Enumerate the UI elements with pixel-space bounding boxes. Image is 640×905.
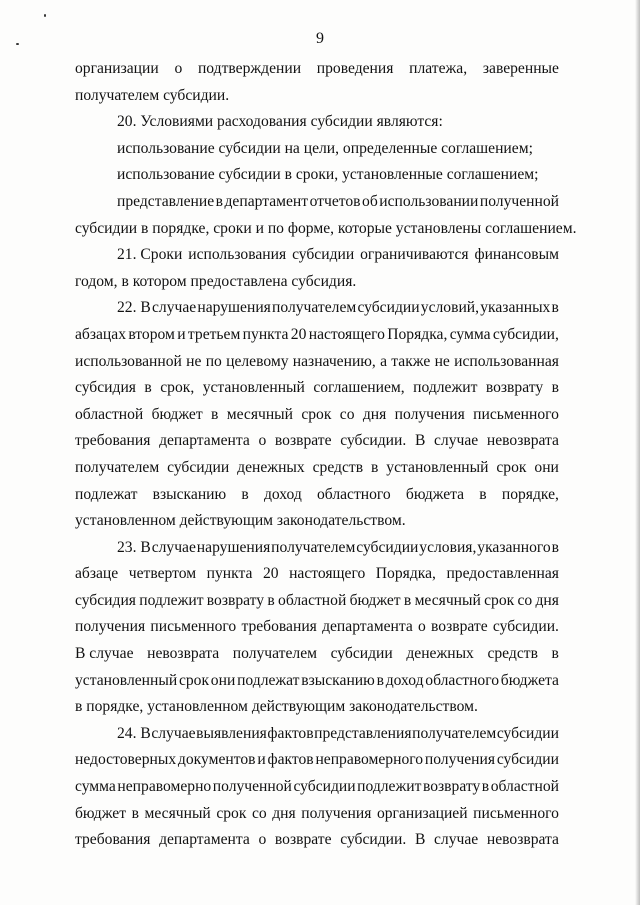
text-line bbox=[75, 189, 559, 216]
word: подлежат bbox=[75, 485, 138, 503]
word: неправомерно bbox=[117, 778, 212, 796]
text-line bbox=[75, 561, 559, 588]
word: сумма bbox=[75, 778, 116, 796]
text-line bbox=[75, 614, 559, 641]
text-line bbox=[75, 56, 559, 83]
word: со bbox=[517, 591, 533, 609]
word: письменного bbox=[150, 618, 237, 636]
word: организацией bbox=[376, 804, 468, 822]
line-text: установленном действующим законодательством. bbox=[75, 512, 406, 530]
word: субсидии, bbox=[492, 325, 559, 343]
word: предоставленная bbox=[446, 565, 559, 583]
word: субсидии bbox=[496, 724, 559, 742]
word: в bbox=[144, 379, 152, 397]
word: доход bbox=[385, 671, 424, 689]
word: в bbox=[551, 645, 559, 663]
word: представление bbox=[117, 192, 215, 210]
word: департамента bbox=[159, 432, 250, 450]
word: доход bbox=[263, 485, 302, 503]
word: платежа, bbox=[409, 60, 468, 77]
text-line bbox=[75, 428, 559, 455]
word: субсидии bbox=[292, 246, 355, 264]
word: нарушения bbox=[196, 538, 271, 556]
word: невозврата bbox=[486, 831, 559, 849]
word: средств bbox=[312, 458, 364, 476]
word: случае bbox=[151, 724, 196, 742]
word: полученной bbox=[212, 778, 292, 796]
word: бюджета bbox=[500, 671, 559, 689]
word: пункта bbox=[242, 325, 289, 343]
word: по bbox=[205, 352, 222, 370]
word: департамента bbox=[159, 831, 250, 849]
word: указанного bbox=[477, 538, 551, 556]
word: 20 bbox=[290, 325, 307, 343]
word: подлежит bbox=[139, 591, 204, 609]
word: установленный bbox=[386, 458, 489, 476]
word: не bbox=[434, 352, 450, 370]
word: использовании bbox=[379, 192, 479, 210]
word: в bbox=[551, 379, 559, 397]
word: случае bbox=[152, 299, 197, 317]
word: использования bbox=[188, 246, 287, 264]
word: срок bbox=[496, 458, 527, 476]
word: в bbox=[376, 671, 384, 689]
text-line bbox=[75, 827, 559, 854]
word: 23. В bbox=[117, 538, 151, 556]
text-line bbox=[75, 349, 559, 376]
page-number: 9 bbox=[316, 30, 324, 47]
word: абзацах bbox=[75, 325, 126, 343]
word: Порядка, bbox=[387, 325, 448, 343]
word: случае bbox=[434, 831, 479, 849]
word: невозврата bbox=[147, 645, 220, 663]
word: субсидии bbox=[357, 299, 420, 317]
word: получения bbox=[424, 751, 496, 769]
word: представления bbox=[314, 724, 412, 742]
word: третьем bbox=[187, 325, 241, 343]
text-line bbox=[75, 295, 559, 322]
word: также bbox=[391, 352, 431, 370]
text-line bbox=[75, 136, 559, 163]
word: месячный bbox=[144, 804, 211, 822]
text-line bbox=[75, 162, 559, 189]
word: бюджет bbox=[75, 804, 127, 822]
word: фактов bbox=[267, 724, 314, 742]
word: требования bbox=[75, 831, 151, 849]
word: департамента bbox=[322, 618, 413, 636]
word: срок bbox=[301, 405, 332, 423]
word: 20 bbox=[262, 565, 279, 583]
word: фактов bbox=[267, 751, 314, 769]
word: денежных bbox=[237, 458, 305, 476]
text-line bbox=[75, 375, 559, 402]
word: субсидии bbox=[496, 751, 559, 769]
word: в bbox=[479, 485, 487, 503]
word: пункта bbox=[206, 565, 253, 583]
text-line bbox=[75, 402, 559, 429]
word: в bbox=[403, 591, 412, 609]
word: получения bbox=[75, 618, 146, 636]
word: а bbox=[380, 352, 388, 370]
word: в bbox=[215, 192, 223, 210]
word: субсидия bbox=[75, 379, 136, 397]
word: случае bbox=[434, 432, 479, 450]
word: о bbox=[258, 432, 267, 450]
word: втором bbox=[128, 325, 175, 343]
word: о bbox=[174, 60, 183, 77]
line-text: субсидии в порядке, сроки и по форме, которые установлены соглашением. bbox=[75, 219, 577, 237]
word: настоящего bbox=[289, 565, 366, 583]
line-text: использование субсидии в сроки, установленные соглашением; bbox=[117, 166, 539, 184]
scan-speck bbox=[44, 14, 46, 17]
word: субсидии. bbox=[340, 432, 407, 450]
word: субсидии bbox=[293, 778, 356, 796]
word: 24. В bbox=[117, 724, 151, 742]
word: субсидии bbox=[167, 458, 230, 476]
word: бюджет bbox=[349, 591, 401, 609]
word: месячный bbox=[226, 405, 293, 423]
word: они bbox=[534, 458, 559, 476]
word: они bbox=[210, 671, 236, 689]
word: письменного bbox=[473, 405, 559, 423]
word: получения bbox=[301, 804, 372, 822]
text-line bbox=[75, 482, 559, 509]
word: субсидии. bbox=[340, 831, 407, 849]
word: получателем bbox=[412, 724, 497, 742]
text-line bbox=[75, 83, 559, 110]
word: областной bbox=[490, 778, 559, 796]
word: подлежит bbox=[357, 778, 422, 796]
word: областной bbox=[278, 591, 347, 609]
word: назначению, bbox=[292, 352, 376, 370]
word: получателем bbox=[272, 299, 357, 317]
word: и bbox=[177, 325, 186, 343]
word: получателем bbox=[271, 538, 356, 556]
word: бюджета bbox=[405, 485, 465, 503]
word: подлежит bbox=[413, 379, 478, 397]
word: 22. В bbox=[117, 299, 151, 317]
body-text bbox=[75, 56, 577, 854]
word: использованной bbox=[75, 352, 182, 370]
text-line bbox=[75, 721, 559, 748]
word: срок bbox=[178, 671, 210, 689]
word: подтверждении bbox=[197, 60, 302, 77]
word: заверенные bbox=[482, 60, 559, 77]
word: бюджет bbox=[151, 405, 203, 423]
word: в bbox=[551, 299, 559, 317]
text-line bbox=[75, 508, 559, 535]
word: получения bbox=[394, 405, 465, 423]
word: нарушения bbox=[197, 299, 271, 317]
word: месячный bbox=[414, 591, 481, 609]
word: субсидии. bbox=[492, 618, 559, 636]
word: департамент bbox=[224, 192, 309, 210]
word: сумма bbox=[449, 325, 491, 343]
word: со bbox=[339, 405, 355, 423]
word: областного bbox=[425, 671, 500, 689]
word: в bbox=[267, 591, 275, 609]
word: в bbox=[551, 538, 559, 556]
word: дня bbox=[362, 405, 387, 423]
word: получателем bbox=[75, 458, 160, 476]
word: финансовым bbox=[474, 246, 559, 264]
text-line bbox=[75, 216, 577, 243]
word: полученной bbox=[479, 192, 559, 210]
word: срок, bbox=[160, 379, 195, 397]
word: о bbox=[418, 618, 426, 636]
word: случае bbox=[151, 538, 196, 556]
line-text: 20. Условиями расходования субсидии являются: bbox=[117, 113, 443, 131]
word: субсидия bbox=[75, 591, 136, 609]
text-line bbox=[75, 588, 559, 615]
word: целевому bbox=[226, 352, 289, 370]
word: о bbox=[258, 831, 267, 849]
word: условий, bbox=[420, 299, 480, 317]
word: письменного bbox=[473, 804, 559, 822]
word: в bbox=[371, 458, 379, 476]
word: возврату bbox=[485, 379, 544, 397]
word: возврату bbox=[422, 778, 481, 796]
word: подлежат bbox=[237, 671, 300, 689]
word: использованная bbox=[454, 352, 559, 370]
word: взысканию bbox=[152, 485, 227, 503]
word: областной bbox=[75, 405, 144, 423]
text-line bbox=[75, 801, 559, 828]
word: В bbox=[414, 831, 426, 849]
word: не bbox=[186, 352, 202, 370]
word: выявления bbox=[196, 724, 267, 742]
word: требования bbox=[75, 432, 151, 450]
word: В случае bbox=[75, 645, 134, 663]
word: недостоверных bbox=[75, 751, 177, 769]
word: В bbox=[414, 432, 426, 450]
word: документов bbox=[177, 751, 256, 769]
word: со bbox=[251, 804, 267, 822]
word: срок bbox=[216, 804, 247, 822]
scan-edge-shadow bbox=[635, 0, 640, 905]
word: Порядка, bbox=[375, 565, 436, 583]
word: проведения bbox=[316, 60, 394, 77]
word: возврату bbox=[206, 591, 265, 609]
text-line bbox=[75, 535, 559, 562]
word: возврате bbox=[274, 831, 332, 849]
word: в bbox=[481, 778, 490, 796]
word: настоящего bbox=[308, 325, 385, 343]
text-line bbox=[75, 269, 559, 296]
word: возврате bbox=[431, 618, 488, 636]
word: четвертом bbox=[128, 565, 197, 583]
word: взысканию bbox=[301, 671, 375, 689]
word: неправомерного bbox=[315, 751, 424, 769]
text-line bbox=[75, 641, 559, 668]
word: субсидии bbox=[330, 645, 393, 663]
word: дня bbox=[535, 591, 559, 609]
word: средств bbox=[487, 645, 538, 663]
word: областного bbox=[316, 485, 391, 503]
word: установленный bbox=[75, 671, 178, 689]
line-text: в порядке, установленном действующим законодательством. bbox=[75, 698, 478, 716]
word: соглашением, bbox=[313, 379, 405, 397]
word: условия, bbox=[419, 538, 477, 556]
text-line bbox=[75, 455, 559, 482]
text-line bbox=[75, 109, 559, 136]
line-text: использование субсидии на цели, определенные соглашением; bbox=[117, 139, 533, 157]
text-line bbox=[75, 694, 559, 721]
word: в bbox=[211, 405, 219, 423]
word: срок bbox=[484, 591, 515, 609]
word: возврате bbox=[274, 432, 332, 450]
word: порядке, bbox=[501, 485, 559, 503]
text-line bbox=[75, 747, 559, 774]
word: невозврата bbox=[486, 432, 559, 450]
word: в bbox=[241, 485, 249, 503]
line-text: получателем субсидии. bbox=[75, 86, 230, 104]
word: отчетов bbox=[309, 192, 361, 210]
line-text: годом, в котором предоставлена субсидия. bbox=[75, 272, 357, 290]
text-line bbox=[75, 668, 559, 695]
word: субсидии bbox=[356, 538, 419, 556]
word: дня bbox=[272, 804, 296, 822]
word: и bbox=[257, 751, 266, 769]
word: указанных bbox=[480, 299, 551, 317]
word: об bbox=[362, 192, 378, 210]
word: получателем bbox=[232, 645, 317, 663]
word: установленный bbox=[202, 379, 305, 397]
word: денежных bbox=[406, 645, 474, 663]
word: организации bbox=[75, 60, 159, 77]
word: в bbox=[131, 804, 139, 822]
word: абзаце bbox=[75, 565, 119, 583]
word: 21. Сроки bbox=[117, 246, 183, 264]
text-line bbox=[75, 774, 559, 801]
text-line bbox=[75, 322, 559, 349]
word: ограничиваются bbox=[360, 246, 469, 264]
text-line bbox=[75, 242, 559, 269]
word: требования bbox=[241, 618, 317, 636]
